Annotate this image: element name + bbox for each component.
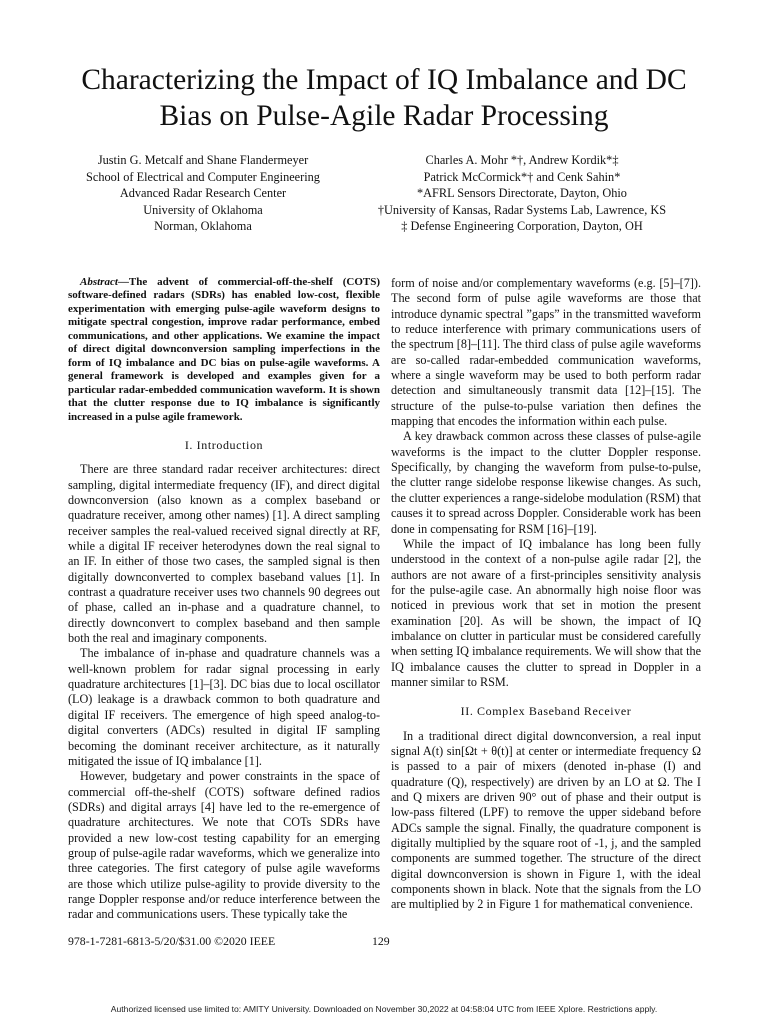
author-affiliation: Norman, Oklahoma	[154, 219, 252, 233]
author-affiliation: ‡ Defense Engineering Corporation, Dayton, OH	[401, 219, 643, 233]
abstract-label: Abstract	[80, 276, 118, 288]
body-paragraph: A key drawback common across these classes of pulse-agile waveforms is the impact to the clutter Doppler response. Specifically, by changing the waveform from pulse-to-pulse, the clutter range sidelobe response likewise changes. As such, the clutter experiences a range-sidelobe modulation (RSM) that causes it to spread across Doppler. Considerable work has been done in compensating for RSM [16]–[19].	[391, 429, 701, 536]
body-paragraph: There are three standard radar receiver architectures: direct sampling, digital intermediate frequency (IF), and direct digital downconversion (also known as a complex baseband or quadrature receiver, among other names) [1]. A direct sampling receiver samples the real-valued received signal directly at RF, while a digital IF receiver heterodynes down the real signal to an IF. In either of those two cases, the sampled signal is then digitally downconverted to complex baseband values [1]. In contrast a quadrature receiver uses two channels 90 degrees out of phase, called an in-phase and a quadrature channel, to directly downconvert to complex baseband and then sample both the real and imaginary components.	[68, 462, 380, 646]
author-affiliation: University of Oklahoma	[143, 202, 263, 217]
body-paragraph: In a traditional direct digital downconversion, a real input signal A(t) sin[Ωt + θ(t)] at center or intermediate frequency Ω is passed to a pair of mixers (denoted in-phase (I) and quadrature (Q), respectively) are driven by an LO at Ω. The I and Q mixers are driven 90° out of phase and their output is low-pass filtered (LPF) to remove the upper sideband before ADCs sample the signal. Finally, the quadrature component is digitally multiplied by the square root of -1, j, and the sampled components are summed together. The structure of the direct digital downconversion is shown in Figure 1, with the ideal components shown in black. Note that the signals from the LO are multiplied by 2 in Figure 1 for mathematical convenience.	[391, 728, 701, 912]
author-affiliation: †University of Kansas, Radar Systems Lab, Lawrence, KS	[377, 202, 667, 217]
body-paragraph: The imbalance of in-phase and quadrature channels was a well-known problem for radar signal processing in early quadrature architectures [1]–[3]. DC bias due to local oscillator (LO) leakage is a drawback common to both quadrature and digital IF receivers. The emergence of high speed analog-to-digital converters (ADCs) resulted in digital IF sampling becoming the dominant receiver architecture, as it naturally mitigated the issue of IQ imbalance [1].	[68, 646, 380, 768]
body-paragraph: form of noise and/or complementary waveforms (e.g. [5]–[7]). The second form of pulse agile waveforms are those that introduce dynamic spectral ”gaps” in the transmitted waveform to reduce interference with primary communications users of the spectrum [8]–[11]. The third class of pulse agile waveforms are so-called radar-embedded communication waveforms, where a single waveform may be used to both perform radar detection and simultaneously transmit data [12]–[15]. The structure of the pulse-to-pulse variation then defines the mapping that encodes the information within each pulse.	[391, 276, 701, 429]
author-affiliation: School of Electrical and Computer Engineering	[86, 169, 320, 184]
title-line-2: Bias on Pulse-Agile Radar Processing	[159, 100, 609, 132]
author-affiliation: Advanced Radar Research Center	[119, 186, 287, 200]
author-block-right	[368, 152, 676, 235]
author-names: Charles A. Mohr *†, Andrew Kordik*‡	[425, 153, 619, 167]
author-affiliation: *AFRL Sensors Directorate, Dayton, Ohio	[417, 186, 627, 200]
paper-title	[40, 62, 728, 134]
left-column	[68, 276, 380, 923]
author-names: Justin G. Metcalf and Shane Flandermeyer	[97, 153, 309, 167]
right-column	[391, 276, 701, 913]
author-names: Patrick McCormick*† and Cenk Sahin*	[423, 169, 621, 184]
title-line-1: Characterizing the Impact of IQ Imbalance and DC	[81, 64, 687, 96]
page-number: 129	[372, 934, 390, 948]
body-paragraph: While the impact of IQ imbalance has long been fully understood in the context of a non-pulse agile radar [2], the authors are not aware of a first-principles sensitivity analysis for the pulse-agile case. An abnormally high noise floor was noticed in previous work that set in motion the present examination [20]. As will be shown, the impact of IQ imbalance on clutter in particular must be considered carefully when setting IQ imbalance requirements. We will show that the IQ imbalance causes the clutter to spread in Doppler in a manner similar to RSM.	[391, 536, 701, 689]
abstract	[68, 276, 380, 424]
abstract-text: —The advent of commercial-off-the-shelf (COTS) software-defined radars (SDRs) has enabled low-cost, flexible experimentation with emerging pulse-agile waveform designs to mitigate spectral congestion, improve radar performance, embed communications, and other applications. We examine the impact of direct digital downconversion sampling imperfections in the form of IQ imbalance and DC bias on pulse-agile waveforms. A general framework is developed and examples given for a particular radar-embedded communication waveform. It is shown that the clutter response due to IQ imbalance is significantly increased in a pulse agile framework.	[68, 276, 380, 423]
section-heading-introduction: I. Introduction	[184, 437, 264, 452]
footer-isbn: 978-1-7281-6813-5/20/$31.00 ©2020 IEEE	[68, 934, 276, 948]
authorization-notice: Authorized licensed use limited to: AMITY University. Downloaded on November 30,2022 at 04:58:04 UTC from IEEE Xplore. Restrictions apply.	[110, 1004, 658, 1014]
section-heading-complex-baseband-receiver: II. Complex Baseband Receiver	[460, 704, 632, 719]
author-block-left	[62, 152, 344, 235]
body-paragraph: However, budgetary and power constraints in the space of commercial off-the-shelf (COTS) software defined radios (SDRs) and digital arrays [4] have led to the re-emergence of quadrature architectures. We note that COTs SDRs have provided a new low-cost testing capability for an emerging group of pulse-agile radar waveforms, which we generalize into three categories. The first category of pulse agile waveforms are those which utilize pulse-agility to provide diversity to the range Doppler response and/or reduce interference between the radar and communications users. These typically take the	[68, 769, 380, 922]
